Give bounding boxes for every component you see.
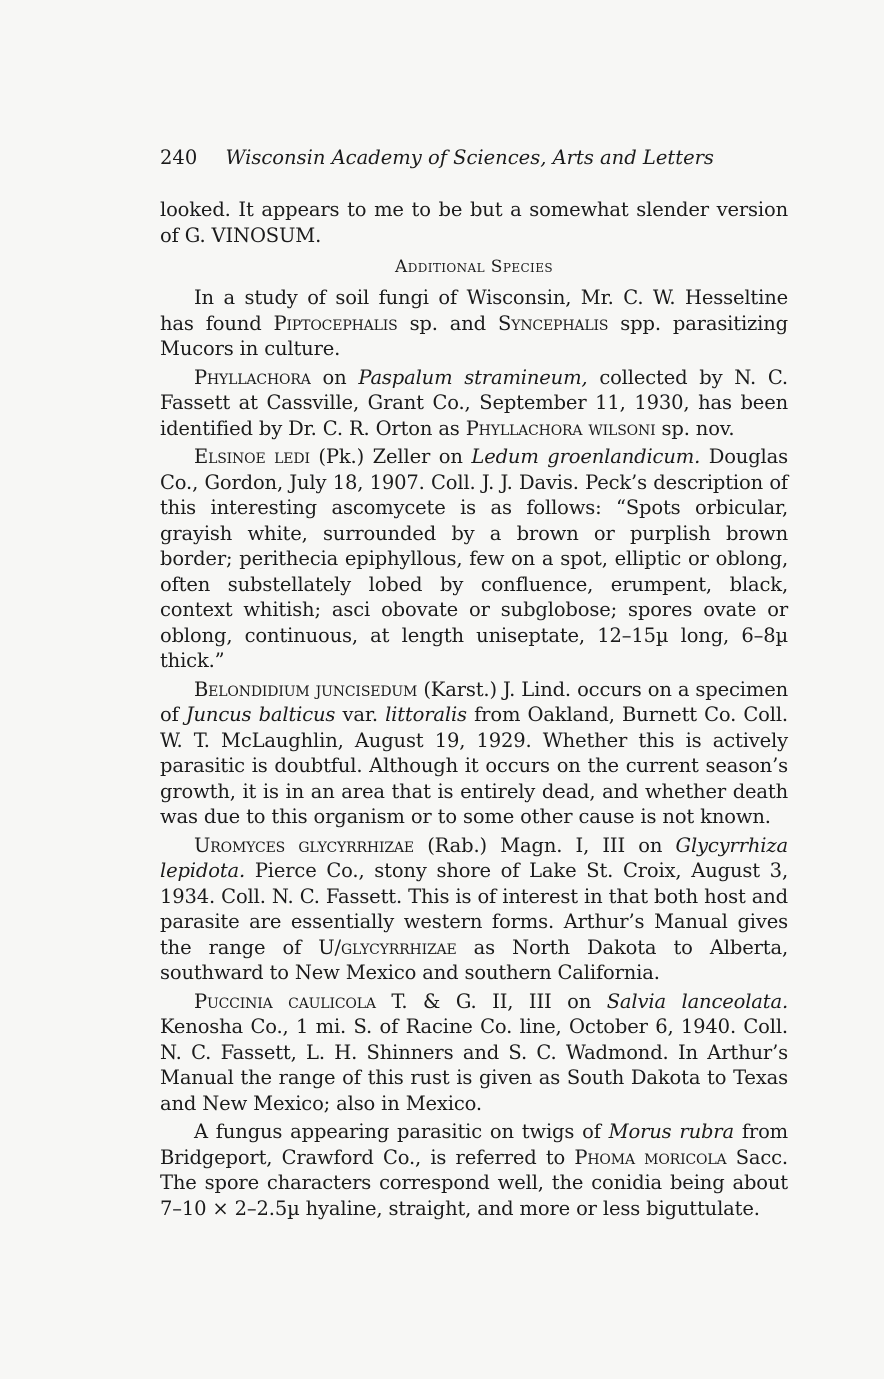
paragraph-phyllachora: Phyllachora on Paspalum stramineum, collected by N. C. Fassett at Cassville, Grant Co., September 11, 1930, has been identified by Dr. C. R. Orton as Phyllachora wilsoni sp. nov. — [160, 365, 788, 440]
paragraph-belondidium: Belondidium juncisedum (Karst.) J. Lind. occurs on a specimen of Juncus balticus var. littoralis from Oakland, Burnett Co. Coll. W. T. McLaughlin, August 19, 1929. Whether this is actively parasitic is doubtful. Although it occurs on the current season’s growth, it is in an area that is entirely dead, and whether death was due to this organism or to some other cause is not known. — [160, 677, 788, 828]
host-name: Ledum groenlandicum. — [471, 445, 701, 468]
genus-name: Syncephalis — [498, 311, 609, 335]
species-name: Puccinia caulicola — [194, 989, 376, 1013]
page-number: 240 — [160, 146, 198, 169]
host-name: Morus rubra — [608, 1120, 734, 1143]
species-name: Uromyces glycyrrhizae — [194, 833, 414, 857]
genus-name: Piptocephalis — [273, 311, 398, 335]
paragraph-uromyces: Uromyces glycyrrhizae (Rab.) Magn. I, III on Glycyrrhiza lepidota. Pierce Co., stony shore of Lake St. Croix, August 3, 1934. Coll. N. C. Fassett. This is of interest in that both host and parasite are essentially western forms. Arthur’s Manual gives the range of U/glycyrrhizae as North Dakota to Alberta, southward to New Mexico and southern California. — [160, 833, 788, 984]
species-name: Elsinoe ledi — [194, 445, 310, 468]
running-title: Wisconsin Academy of Sciences, Arts and Letters — [225, 146, 714, 169]
species-name: Belondidium juncisedum — [194, 677, 418, 701]
species-name: VINOSUM — [211, 223, 316, 247]
species-name: glycyrrhizae — [340, 935, 457, 959]
species-name: Phoma moricola — [574, 1145, 727, 1169]
variety-name: littoralis — [385, 703, 467, 726]
host-name: Paspalum stramineum, — [358, 365, 588, 389]
article-body — [160, 197, 788, 1224]
paragraph-continued: looked. It appears to me to be but a somewhat slender version of G. VINOSUM. — [160, 198, 788, 247]
host-name: Glycyrrhiza lepidota. — [160, 833, 788, 882]
paragraph-phoma: A fungus appearing parasitic on twigs of Morus rubra from Bridgeport, Crawford Co., is referred to Phoma moricola Sacc. The spore characters correspond well, the conidia being about 7–10 × 2–2.5µ hyaline, straight, and more or less biguttulate. — [160, 1120, 788, 1220]
paragraph-soil-fungi: In a study of soil fungi of Wisconsin, Mr. C. W. Hesseltine has found Piptocephalis sp. and Syncephalis spp. parasitizing Mucors in culture. — [160, 286, 788, 360]
genus-name: Phyllachora — [194, 365, 311, 389]
page-header — [160, 146, 800, 170]
host-name: Salvia lanceolata. — [606, 989, 788, 1013]
host-name: Juncus balticus — [185, 703, 336, 726]
paragraph-elsinoe: Elsinoe ledi (Pk.) Zeller on Ledum groenlandicum. Douglas Co., Gordon, July 18, 1907. Coll. J. J. Davis. Peck’s description of this interesting ascomycete is as follows: “Spots orbicular, grayish white, surrounded by a brown or purplish brown border; perithecia epiphyllous, few on a spot, elliptic or oblong, often substellately lobed by confluence, erumpent, black, context whitish; asci obovate or subglobose; spores ovate or oblong, continuous, at length uniseptate, 12–15µ long, 6–8µ thick.” — [160, 445, 788, 672]
paragraph-puccinia: Puccinia caulicola T. & G. II, III on Salvia lanceolata. Kenosha Co., 1 mi. S. of Racine Co. line, October 6, 1940. Coll. N. C. Fassett, L. H. Shinners and S. C. Wadmond. In Arthur’s Manual the range of this rust is given as South Dakota to Texas and New Mexico; also in Mexico. — [160, 989, 788, 1115]
species-name: Phyllachora wilsoni — [465, 416, 656, 440]
section-heading: Additional Species — [395, 257, 553, 277]
